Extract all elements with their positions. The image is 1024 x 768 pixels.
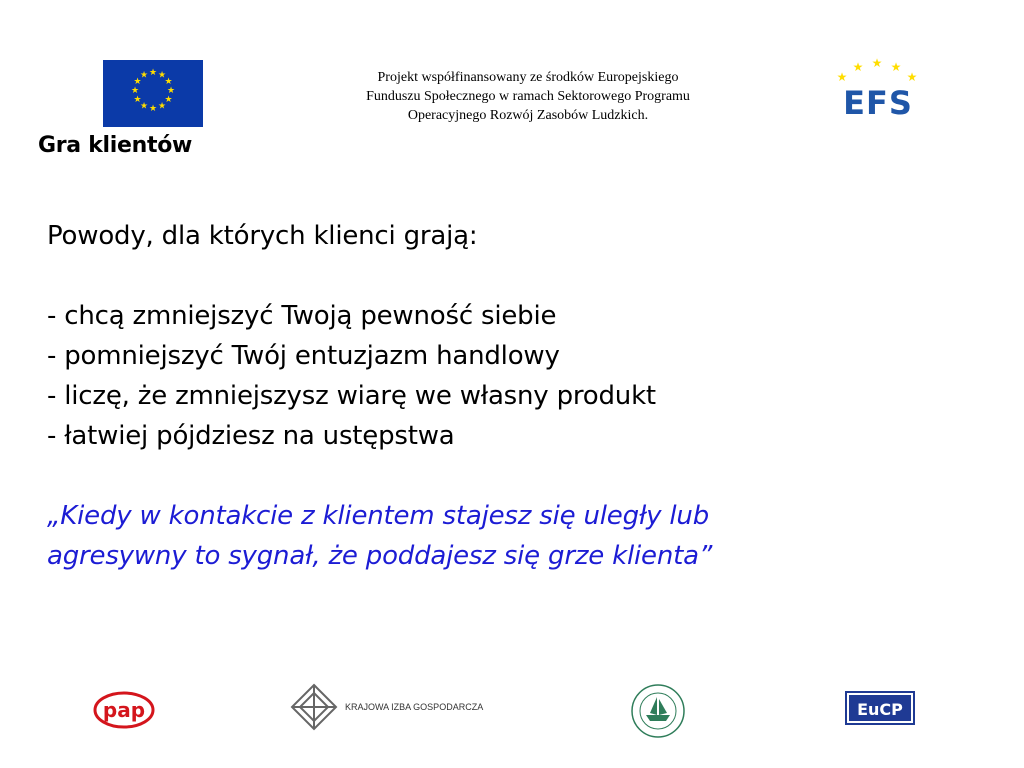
reason-item: - chcą zmniejszyć Twoją pewność siebie <box>47 301 557 331</box>
svg-text:★: ★ <box>133 77 142 87</box>
pap-logo <box>93 690 155 730</box>
kig-emblem-icon <box>292 685 336 729</box>
svg-text:★: ★ <box>133 95 142 105</box>
svg-text:★: ★ <box>157 101 167 112</box>
eu-stars-icon <box>103 60 203 127</box>
svg-text:★: ★ <box>157 70 167 81</box>
svg-text:★: ★ <box>852 60 864 74</box>
svg-text:★: ★ <box>906 70 918 84</box>
kig-logo <box>290 683 505 733</box>
quote-line: agresywny to sygnał, że poddajesz się grze klienta” <box>47 541 713 571</box>
efs-stars-icon <box>837 57 918 84</box>
svg-text:★: ★ <box>836 70 848 84</box>
svg-text:★: ★ <box>166 86 176 96</box>
svg-text:★: ★ <box>164 95 173 105</box>
svg-text:★: ★ <box>139 101 149 112</box>
svg-text:★: ★ <box>148 104 158 114</box>
project-line: Funduszu Społecznego w ramach Sektorowego Programu <box>366 89 690 104</box>
svg-text:★: ★ <box>148 68 158 78</box>
page-title: Gra klientów <box>38 133 193 158</box>
kig-logo-text: KRAJOWA IZBA GOSPODARCZA <box>345 702 484 712</box>
svg-text:★: ★ <box>130 86 140 96</box>
content-heading: Powody, dla których klienci grają: <box>47 221 478 251</box>
svg-text:★: ★ <box>890 60 902 74</box>
sgh-logo <box>630 683 686 739</box>
svg-text:★: ★ <box>871 57 883 70</box>
eu-flag-logo <box>103 60 203 127</box>
project-funding-note <box>300 68 756 125</box>
pap-logo-text: pap <box>102 698 146 722</box>
reason-item: - łatwiej pójdziesz na ustępstwa <box>47 421 455 451</box>
efs-logo-text: EFS <box>843 84 913 121</box>
svg-text:★: ★ <box>164 77 173 87</box>
svg-text:★: ★ <box>139 70 149 81</box>
eucp-logo <box>845 691 915 725</box>
quote <box>47 496 1007 576</box>
reason-item: - pomniejszyć Twój entuzjazm handlowy <box>47 341 560 371</box>
project-line: Operacyjnego Rozwój Zasobów Ludzkich. <box>407 108 649 123</box>
quote-line: „Kiedy w kontakcie z klientem stajesz się uległy lub <box>47 501 710 531</box>
eucp-logo-text: EuCP <box>857 700 903 719</box>
reason-item: - liczę, że zmniejszysz wiarę we własny produkt <box>47 381 656 411</box>
project-line: Projekt współfinansowany ze środków Europejskiego <box>377 70 679 85</box>
slide-content <box>47 216 1007 576</box>
efs-logo <box>832 57 922 121</box>
